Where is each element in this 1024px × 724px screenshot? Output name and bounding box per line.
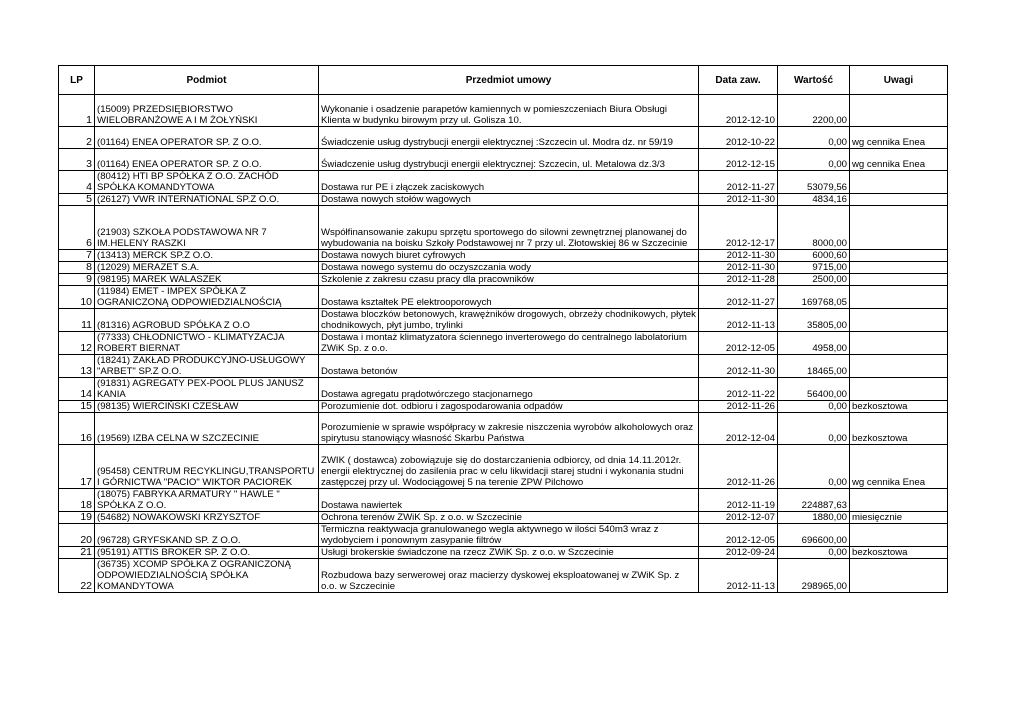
przedmiot-cell: Świadczenie usług dystrybucji energii elektrycznej :Szczecin ul. Modra dz. nr 59/19 — [319, 127, 699, 149]
uwagi-cell — [850, 194, 948, 206]
podmiot-cell: (80412) HTI BP SPÓŁKA Z O.O. ZACHÓD SPÓŁKA KOMANDYTOWA — [95, 171, 319, 194]
lp-cell: 5 — [59, 194, 95, 206]
lp-cell: 14 — [59, 378, 95, 401]
data-cell: 2012-11-13 — [699, 309, 778, 332]
wartosc-cell: 0,00 — [778, 127, 850, 149]
table-body — [59, 95, 948, 593]
data-cell: 2012-11-26 — [699, 445, 778, 489]
wartosc-cell: 2500,00 — [778, 274, 850, 286]
uwagi-cell — [850, 378, 948, 401]
uwagi-cell: wg cennika Enea — [850, 127, 948, 149]
uwagi-cell: bezkosztowa — [850, 413, 948, 445]
table-row — [59, 274, 948, 286]
lp-cell: 3 — [59, 149, 95, 171]
lp-cell: 10 — [59, 286, 95, 309]
table-row — [59, 250, 948, 262]
table-row — [59, 127, 948, 149]
przedmiot-cell: Współfinansowanie zakupu sprzętu sportowego do silowni zewnętrznej planowanej do wybudowania na boisku Szkoły Podstawowej nr 7 przy ul. Złotowskiej 86 w Szczecinie — [319, 206, 699, 250]
lp-cell: 15 — [59, 401, 95, 413]
data-cell: 2012-11-30 — [699, 194, 778, 206]
wartosc-cell: 0,00 — [778, 547, 850, 559]
podmiot-cell: (12029) MERAZET S.A. — [95, 262, 319, 274]
uwagi-cell — [850, 171, 948, 194]
podmiot-cell: (01164) ENEA OPERATOR SP. Z O.O. — [95, 127, 319, 149]
przedmiot-cell: Dostawa betonów — [319, 355, 699, 378]
przedmiot-cell: Termiczna reaktywacja granulowanego wegla aktywnego w ilości 540m3 wraz z wydobyciem i ponownym zasypanie filtrów — [319, 524, 699, 547]
wartosc-cell: 0,00 — [778, 445, 850, 489]
data-cell: 2012-12-04 — [699, 413, 778, 445]
table-row — [59, 194, 948, 206]
uwagi-cell: wg cennika Enea — [850, 149, 948, 171]
header-data: Data zaw. — [699, 66, 778, 95]
lp-cell: 12 — [59, 332, 95, 355]
uwagi-cell — [850, 489, 948, 512]
wartosc-cell: 8000,00 — [778, 206, 850, 250]
przedmiot-cell: Porozumienie w sprawie współpracy w zakresie niszczenia wyrobów alkoholowych oraz spirytusu stanowiący własność Skarbu Państwa — [319, 413, 699, 445]
wartosc-cell: 1880,00 — [778, 512, 850, 524]
lp-cell: 18 — [59, 489, 95, 512]
przedmiot-cell: Dostawa agregatu prądotwórczego stacjonarnego — [319, 378, 699, 401]
przedmiot-cell: Dostawa nowego systemu do oczyszczania wody — [319, 262, 699, 274]
lp-cell: 11 — [59, 309, 95, 332]
przedmiot-cell: Dostawa nawiertek — [319, 489, 699, 512]
lp-cell: 21 — [59, 547, 95, 559]
data-cell: 2012-10-22 — [699, 127, 778, 149]
data-cell: 2012-12-15 — [699, 149, 778, 171]
przedmiot-cell: Dostawa nowych stołów wagowych — [319, 194, 699, 206]
wartosc-cell: 4958,00 — [778, 332, 850, 355]
podmiot-cell: (36735) XCOMP SPÓŁKA Z OGRANICZONĄ ODPOWIEDZIALNOŚCIĄ SPÓŁKA KOMANDYTOWA — [95, 559, 319, 593]
data-cell: 2012-12-05 — [699, 332, 778, 355]
podmiot-cell: (19569) IZBA CELNA W SZCZECINIE — [95, 413, 319, 445]
data-cell: 2012-11-30 — [699, 355, 778, 378]
wartosc-cell: 6000,60 — [778, 250, 850, 262]
podmiot-cell: (11984) EMET - IMPEX SPÓŁKA Z OGRANICZONĄ ODPOWIEDZIALNOŚCIĄ — [95, 286, 319, 309]
data-cell: 2012-12-10 — [699, 95, 778, 127]
wartosc-cell: 4834,16 — [778, 194, 850, 206]
lp-cell: 19 — [59, 512, 95, 524]
header-lp: LP — [59, 66, 95, 95]
wartosc-cell: 53079,56 — [778, 171, 850, 194]
wartosc-cell: 169768,05 — [778, 286, 850, 309]
table-row — [59, 547, 948, 559]
uwagi-cell — [850, 274, 948, 286]
table-row — [59, 95, 948, 127]
table-row — [59, 524, 948, 547]
podmiot-cell: (01164) ENEA OPERATOR SP. Z O.O. — [95, 149, 319, 171]
przedmiot-cell: Dostawa kształtek PE elektrooporowych — [319, 286, 699, 309]
podmiot-cell: (18075) FABRYKA ARMATURY " HAWLE " SPÓŁKA Z O.O. — [95, 489, 319, 512]
przedmiot-cell: Porozumienie dot. odbioru i zagospodarowania odpadów — [319, 401, 699, 413]
przedmiot-cell: Wykonanie i osadzenie parapetów kamiennych w pomieszczeniach Biura Obsługi Klienta w budynku birowym przy ul. Golisza 10. — [319, 95, 699, 127]
lp-cell: 1 — [59, 95, 95, 127]
lp-cell: 22 — [59, 559, 95, 593]
data-cell: 2012-09-24 — [699, 547, 778, 559]
lp-cell: 6 — [59, 206, 95, 250]
data-cell: 2012-11-22 — [699, 378, 778, 401]
data-cell: 2012-11-27 — [699, 171, 778, 194]
podmiot-cell: (13413) MERCK SP.Z O.O. — [95, 250, 319, 262]
lp-cell: 7 — [59, 250, 95, 262]
podmiot-cell: (21903) SZKOŁA PODSTAWOWA NR 7 IM.HELENY RASZKI — [95, 206, 319, 250]
lp-cell: 16 — [59, 413, 95, 445]
lp-cell: 9 — [59, 274, 95, 286]
table-row — [59, 559, 948, 593]
podmiot-cell: (95191) ATTIS BROKER SP. Z O.O. — [95, 547, 319, 559]
przedmiot-cell: Rozbudowa bazy serwerowej oraz macierzy dyskowej eksploatowanej w ZWiK Sp. z o.o. w Szczecinie — [319, 559, 699, 593]
table-row — [59, 309, 948, 332]
uwagi-cell — [850, 309, 948, 332]
table-row — [59, 445, 948, 489]
uwagi-cell — [850, 286, 948, 309]
przedmiot-cell: ZWIK ( dostawca) zobowiązuje się do dostarczanienia odbiorcy, od dnia 14.11.2012r. energii elektrycznej do zasilenia prac w celu likwidacji starej studni i wykonania studni zastępczej przy ul. Wodociągowej 5 na terenie ZPW Pilchowo — [319, 445, 699, 489]
uwagi-cell — [850, 206, 948, 250]
data-cell: 2012-11-26 — [699, 401, 778, 413]
uwagi-cell: bezkosztowa — [850, 547, 948, 559]
przedmiot-cell: Dostawa i montaż klimatyzatora ściennego inverterowego do centralnego labolatorium ZWiK Sp. z o.o. — [319, 332, 699, 355]
podmiot-cell: (15009) PRZEDSIĘBIORSTWO WIELOBRANŻOWE A I M ŻOŁYŃSKI — [95, 95, 319, 127]
wartosc-cell: 224887,63 — [778, 489, 850, 512]
data-cell: 2012-11-30 — [699, 250, 778, 262]
przedmiot-cell: Świadczenie usług dystrybucji energii elektrycznej: Szczecin, ul. Metalowa dz.3/3 — [319, 149, 699, 171]
uwagi-cell — [850, 262, 948, 274]
podmiot-cell: (54682) NOWAKOWSKI KRZYSZTOF — [95, 512, 319, 524]
table-row — [59, 332, 948, 355]
podmiot-cell: (77333) CHŁODNICTWO - KLIMATYZACJA ROBERT BIERNAT — [95, 332, 319, 355]
data-cell: 2012-12-07 — [699, 512, 778, 524]
data-cell: 2012-11-13 — [699, 559, 778, 593]
uwagi-cell — [850, 524, 948, 547]
przedmiot-cell: Szkolenie z zakresu czasu pracy dla pracowników — [319, 274, 699, 286]
table-row — [59, 413, 948, 445]
table-row — [59, 149, 948, 171]
wartosc-cell: 0,00 — [778, 149, 850, 171]
wartosc-cell: 696600,00 — [778, 524, 850, 547]
table-row — [59, 512, 948, 524]
table-row — [59, 489, 948, 512]
lp-cell: 4 — [59, 171, 95, 194]
uwagi-cell — [850, 95, 948, 127]
uwagi-cell — [850, 559, 948, 593]
podmiot-cell: (91831) AGREGATY PEX-POOL PLUS JANUSZ KANIA — [95, 378, 319, 401]
wartosc-cell: 2200,00 — [778, 95, 850, 127]
data-cell: 2012-11-27 — [699, 286, 778, 309]
przedmiot-cell: Ochrona terenów ZWiK Sp. z o.o. w Szczecinie — [319, 512, 699, 524]
lp-cell: 2 — [59, 127, 95, 149]
przedmiot-cell: Dostawa nowych biuret cyfrowych — [319, 250, 699, 262]
table-row — [59, 206, 948, 250]
table-row — [59, 378, 948, 401]
table-row — [59, 262, 948, 274]
lp-cell: 8 — [59, 262, 95, 274]
podmiot-cell: (96728) GRYFSKAND SP. Z O.O. — [95, 524, 319, 547]
uwagi-cell: bezkosztowa — [850, 401, 948, 413]
wartosc-cell: 0,00 — [778, 413, 850, 445]
wartosc-cell: 0,00 — [778, 401, 850, 413]
wartosc-cell: 35805,00 — [778, 309, 850, 332]
data-cell: 2012-11-19 — [699, 489, 778, 512]
uwagi-cell — [850, 355, 948, 378]
header-uwagi: Uwagi — [850, 66, 948, 95]
table-row — [59, 401, 948, 413]
podmiot-cell: (81316) AGROBUD SPÓŁKA Z O.O — [95, 309, 319, 332]
uwagi-cell — [850, 332, 948, 355]
podmiot-cell: (98135) WIERCIŃSKI CZESŁAW — [95, 401, 319, 413]
contracts-table — [58, 65, 948, 593]
data-cell: 2012-12-05 — [699, 524, 778, 547]
header-row — [59, 66, 948, 95]
podmiot-cell: (95458) CENTRUM RECYKLINGU,TRANSPORTU I GÓRNICTWA "PACIO" WIKTOR PACIOREK — [95, 445, 319, 489]
wartosc-cell: 298965,00 — [778, 559, 850, 593]
lp-cell: 20 — [59, 524, 95, 547]
podmiot-cell: (18241) ZAKŁAD PRODUKCYJNO-USŁUGOWY "ARBET" SP.Z O.O. — [95, 355, 319, 378]
header-wartosc: Wartość — [778, 66, 850, 95]
lp-cell: 13 — [59, 355, 95, 378]
header-przedmiot: Przedmiot umowy — [319, 66, 699, 95]
wartosc-cell: 9715,00 — [778, 262, 850, 274]
data-cell: 2012-11-30 — [699, 262, 778, 274]
wartosc-cell: 56400,00 — [778, 378, 850, 401]
header-podmiot: Podmiot — [95, 66, 319, 95]
podmiot-cell: (98195) MAREK WALASZEK — [95, 274, 319, 286]
table-row — [59, 286, 948, 309]
uwagi-cell — [850, 250, 948, 262]
przedmiot-cell: Dostawa bloczków betonowych, krawężników drogowych, obrzeży chodnikowych, płytek chodnikowych, płyt jumbo, trylinki — [319, 309, 699, 332]
data-cell: 2012-12-17 — [699, 206, 778, 250]
data-cell: 2012-11-28 — [699, 274, 778, 286]
przedmiot-cell: Usługi brokerskie świadczone na rzecz ZWiK Sp. z o.o. w Szczecinie — [319, 547, 699, 559]
table-row — [59, 355, 948, 378]
uwagi-cell: miesięcznie — [850, 512, 948, 524]
table-row — [59, 171, 948, 194]
uwagi-cell: wg cennika Enea — [850, 445, 948, 489]
podmiot-cell: (26127) VWR INTERNATIONAL SP.Z O.O. — [95, 194, 319, 206]
wartosc-cell: 18465,00 — [778, 355, 850, 378]
przedmiot-cell: Dostawa rur PE i złączek zaciskowych — [319, 171, 699, 194]
lp-cell: 17 — [59, 445, 95, 489]
